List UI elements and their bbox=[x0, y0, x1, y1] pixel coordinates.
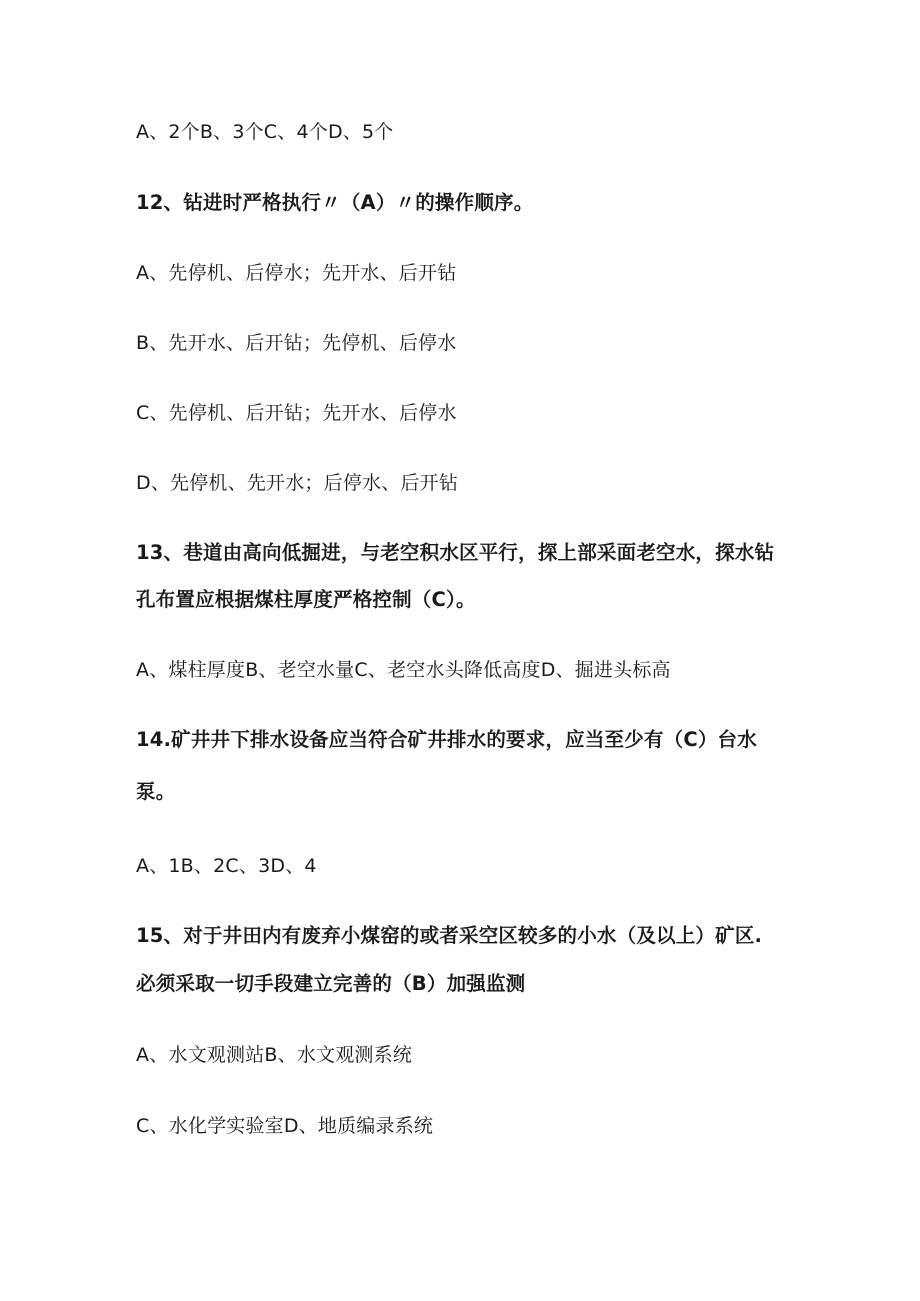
q12-option-a: A、先停机、后停水；先开水、后开钻 bbox=[136, 262, 457, 284]
question-13-line2: 孔布置应根据煤柱厚度严格控制（C）。 bbox=[136, 588, 476, 611]
question-15-line1: 15、对于井田内有废弃小煤窑的或者采空区较多的小水（及以上）矿区. bbox=[136, 924, 763, 947]
question-15-line2: 必须采取一切手段建立完善的（B）加强监测 bbox=[136, 972, 526, 995]
q12-option-b: B、先开水、后开钻；先停机、后停水 bbox=[136, 332, 457, 354]
question-14-line1: 14.矿井井下排水设备应当符合矿井排水的要求，应当至少有（C）台水 bbox=[136, 728, 757, 751]
q12-option-c: C、先停机、后开钻；先开水、后停水 bbox=[136, 402, 457, 424]
q11-options: A、2个B、3个C、4个D、5个 bbox=[136, 121, 394, 143]
q15-option-ab: A、水文观测站B、水文观测系统 bbox=[136, 1044, 413, 1066]
q13-options: A、煤柱厚度B、老空水量C、老空水头降低高度D、掘进头标高 bbox=[136, 659, 671, 681]
question-13-line1: 13、巷道由高向低掘进，与老空积水区平行，探上部采面老空水，探水钻 bbox=[136, 541, 775, 564]
q15-option-cd: C、水化学实验室D、地质编录系统 bbox=[136, 1115, 434, 1137]
question-12: 12、钻进时严格执行〃（A）〃的操作顺序。 bbox=[136, 191, 534, 214]
q14-options: A、1B、2C、3D、4 bbox=[136, 855, 317, 877]
q12-option-d: D、先停机、先开水；后停水、后开钻 bbox=[136, 472, 459, 494]
question-14-line2: 泵。 bbox=[136, 780, 176, 803]
